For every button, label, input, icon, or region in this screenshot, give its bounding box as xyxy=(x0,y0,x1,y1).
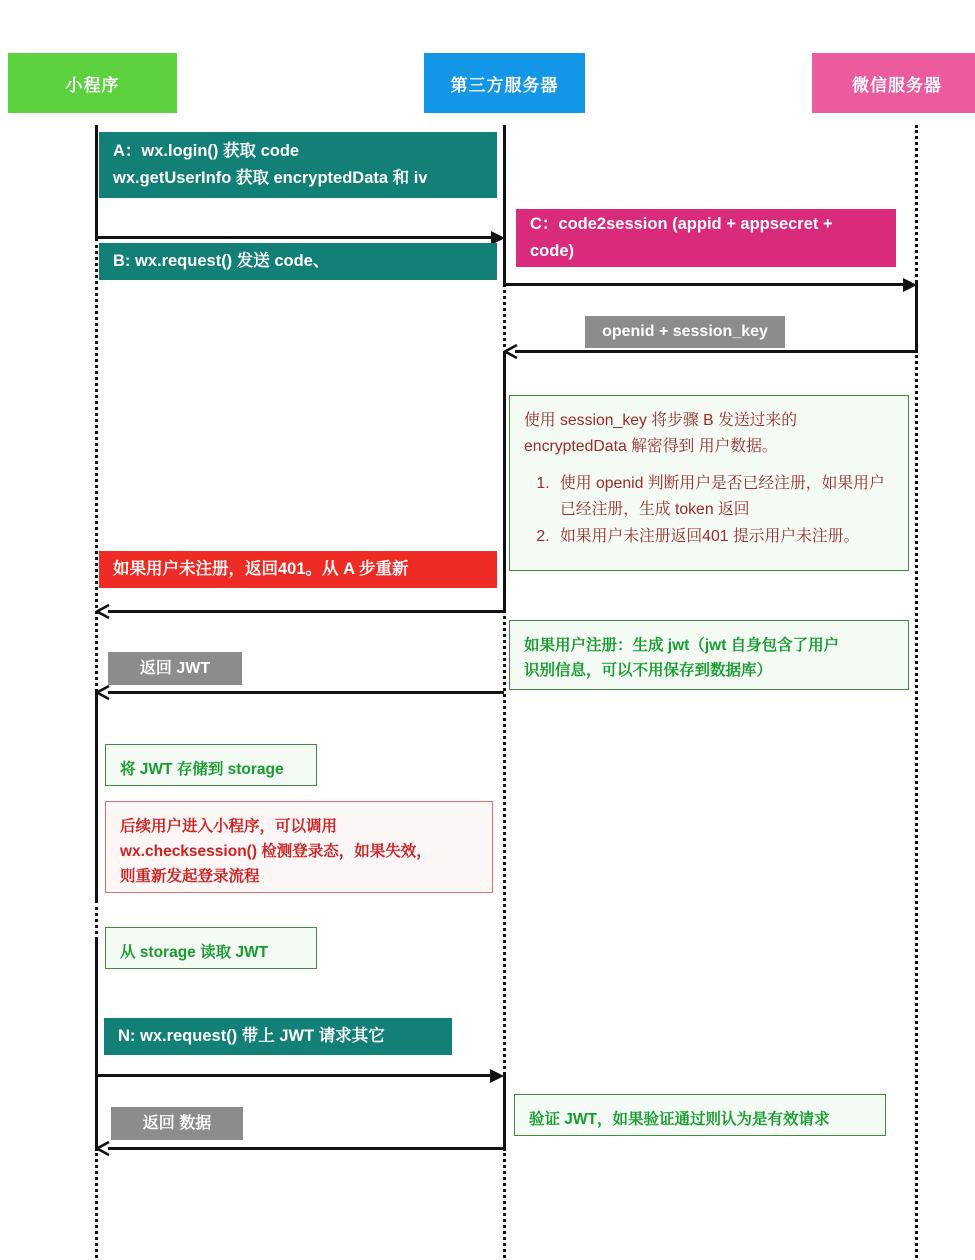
note-generate-jwt-line2: 识别信息，可以不用保存到数据库） xyxy=(524,662,773,680)
message-a-login-line2: wx.getUserInfo 获取 encryptedData 和 iv xyxy=(113,169,428,187)
message-return-401[interactable] xyxy=(99,551,497,588)
note-read-jwt-line1: 从 storage 读取 JWT xyxy=(120,944,269,961)
note-store-jwt-line1: 将 JWT 存储到 storage xyxy=(120,761,284,778)
note-verify-jwt[interactable] xyxy=(514,1094,886,1136)
message-c-code2session-line1: C：code2session (appid + appsecret + xyxy=(530,215,833,234)
message-c-code2session[interactable] xyxy=(516,209,896,267)
note-checksession[interactable] xyxy=(105,801,493,893)
lifeline-third-party-dotted-3 xyxy=(503,1148,506,1258)
message-return-jwt[interactable] xyxy=(108,652,242,685)
arrow-openid-session-head xyxy=(503,344,518,359)
message-return-data[interactable] xyxy=(111,1107,243,1140)
note-decrypt-list xyxy=(524,471,894,550)
actor-third-party-server-label: 第三方服务器 xyxy=(450,75,559,95)
lifeline-third-party-dotted-2 xyxy=(503,610,506,1075)
lifeline-miniprogram-dotted-3 xyxy=(95,1148,98,1258)
lifeline-miniprogram-dotted-2 xyxy=(95,900,98,940)
actor-miniprogram[interactable] xyxy=(8,53,177,113)
lifeline-wechat-dotted-2 xyxy=(915,350,918,1258)
message-openid-session-key[interactable] xyxy=(585,316,785,348)
message-a-login-line1: A：wx.login() 获取 code xyxy=(113,142,300,161)
message-b-request[interactable] xyxy=(99,243,497,280)
arrow-b-request-line xyxy=(96,236,491,239)
note-decrypt-list-item: 1. 使用 openid 判断用户是否已经注册，如果用户已经注册，生成 token 返回 xyxy=(554,471,894,522)
note-decrypt-paragraph-line1: 使用 session_key 将步骤 B 发送过来的 xyxy=(524,412,797,429)
note-decrypt-and-register[interactable] xyxy=(509,395,909,571)
note-decrypt-list-item: 2. 如果用户未注册返回401 提示用户未注册。 xyxy=(554,524,894,550)
lifeline-wechat-activation-1 xyxy=(915,283,918,350)
arrow-return-jwt-line xyxy=(108,691,504,694)
note-checksession-line3: 则重新发起登录流程 xyxy=(120,868,260,886)
actor-wechat-server-label: 微信服务器 xyxy=(852,75,942,95)
arrow-return-401-head xyxy=(95,604,110,619)
arrow-c-code2session-line xyxy=(504,283,904,286)
actor-third-party-server[interactable] xyxy=(424,53,585,113)
message-b-request-line1: B: wx.request() 发送 code、 xyxy=(113,252,330,271)
arrow-return-401-line xyxy=(108,610,504,613)
message-return-401-label: 如果用户未注册，返回401。从 A 步重新 xyxy=(113,560,409,579)
lifeline-miniprogram-activation-1 xyxy=(95,125,98,238)
lifeline-miniprogram-dotted-1 xyxy=(95,238,98,692)
message-a-login[interactable] xyxy=(99,132,497,198)
arrow-return-data-head xyxy=(95,1141,110,1156)
lifeline-miniprogram-activation-3 xyxy=(95,940,98,1148)
lifeline-third-party-activation-2 xyxy=(503,355,506,610)
arrow-return-data-line xyxy=(108,1147,504,1150)
lifeline-wechat-dotted-1 xyxy=(915,125,918,283)
message-n-request[interactable] xyxy=(104,1018,452,1055)
note-decrypt-paragraph-line2: encryptedData 解密得到 用户数据。 xyxy=(524,437,778,455)
arrow-return-jwt-head xyxy=(95,685,110,700)
arrow-n-request-head xyxy=(490,1069,504,1083)
arrow-n-request-line xyxy=(96,1074,491,1077)
message-c-code2session-line2: code) xyxy=(530,242,575,260)
message-openid-session-key-label: openid + session_key xyxy=(602,323,768,340)
actor-miniprogram-label: 小程序 xyxy=(65,75,120,95)
message-n-request-label: N: wx.request() 带上 JWT 请求其它 xyxy=(118,1027,385,1046)
note-store-jwt[interactable] xyxy=(105,744,317,786)
lifeline-third-party-activation-1 xyxy=(503,125,506,283)
actor-wechat-server[interactable] xyxy=(812,53,975,113)
arrow-openid-session-line xyxy=(515,350,917,353)
lifeline-third-party-activation-3 xyxy=(503,1075,506,1148)
message-return-jwt-label: 返回 JWT xyxy=(139,659,211,677)
lifeline-miniprogram-activation-2 xyxy=(95,692,98,900)
note-checksession-line2: wx.checksession() 检测登录态，如果失效， xyxy=(120,843,432,861)
note-checksession-line1: 后续用户进入小程序，可以调用 xyxy=(120,818,338,835)
message-return-data-label: 返回 数据 xyxy=(142,1114,212,1132)
note-generate-jwt[interactable] xyxy=(509,620,909,690)
note-verify-jwt-line1: 验证 JWT，如果验证通过则认为是有效请求 xyxy=(529,1111,830,1128)
arrow-c-code2session-head xyxy=(903,278,917,292)
note-generate-jwt-line1: 如果用户注册：生成 jwt（jwt 自身包含了用户 xyxy=(524,637,840,654)
note-read-jwt[interactable] xyxy=(105,927,317,969)
